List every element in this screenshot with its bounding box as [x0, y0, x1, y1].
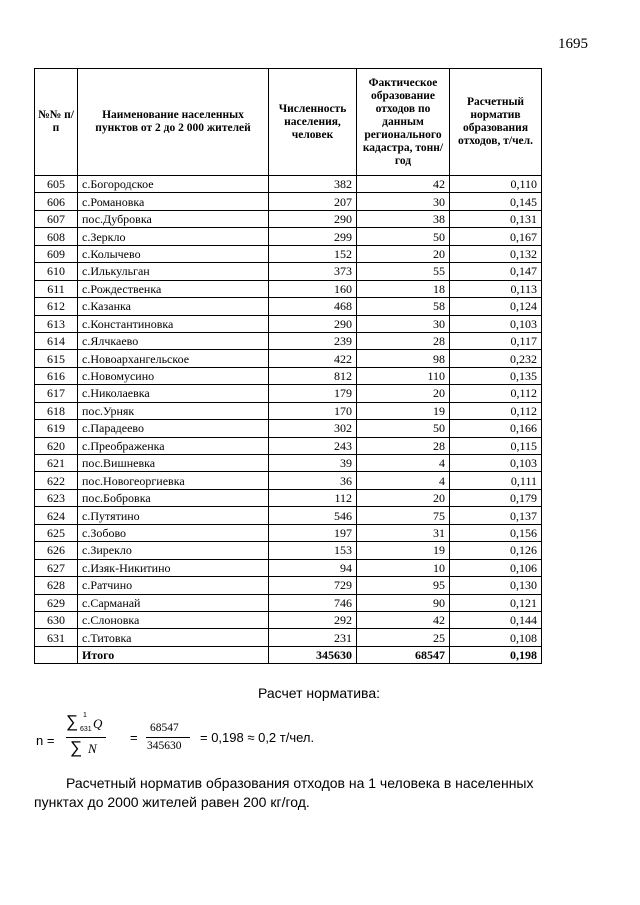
population: 729	[269, 577, 357, 594]
table-row	[35, 507, 542, 524]
population: 299	[269, 228, 357, 245]
actual-waste: 20	[357, 489, 450, 506]
population: 112	[269, 489, 357, 506]
settlement-name: пос.Урняк	[78, 402, 269, 419]
calculated-norm: 0,145	[450, 193, 542, 210]
calculated-norm: 0,110	[450, 176, 542, 193]
formula-equals: =	[130, 730, 138, 745]
actual-waste: 38	[357, 210, 450, 227]
sum-symbol-numerator: ∑	[66, 712, 79, 731]
population: 207	[269, 193, 357, 210]
actual-waste: 90	[357, 594, 450, 611]
population: 239	[269, 332, 357, 349]
calculated-norm: 0,124	[450, 298, 542, 315]
row-number: 606	[35, 193, 78, 210]
row-number: 631	[35, 629, 78, 646]
sum-symbol-denominator: ∑	[70, 738, 83, 757]
table-row	[35, 472, 542, 489]
row-number: 618	[35, 402, 78, 419]
population: 160	[269, 280, 357, 297]
population: 292	[269, 611, 357, 628]
calculated-norm: 0,106	[450, 559, 542, 576]
table-row	[35, 332, 542, 349]
total-label: Итого	[78, 646, 269, 663]
row-number: 626	[35, 542, 78, 559]
row-number: 620	[35, 437, 78, 454]
row-number: 615	[35, 350, 78, 367]
actual-waste: 98	[357, 350, 450, 367]
calculated-norm: 0,147	[450, 263, 542, 280]
norm-formula	[36, 712, 456, 766]
formula-result: = 0,198 ≈ 0,2 т/чел.	[200, 730, 315, 745]
population: 243	[269, 437, 357, 454]
table-total-row	[35, 646, 542, 663]
actual-waste: 95	[357, 577, 450, 594]
calculated-norm: 0,112	[450, 402, 542, 419]
settlement-name: с.Ратчино	[78, 577, 269, 594]
calculated-norm: 0,111	[450, 472, 542, 489]
settlement-name: с.Колычево	[78, 245, 269, 262]
actual-waste: 20	[357, 385, 450, 402]
sum-lower-limit: 631	[80, 726, 92, 733]
population: 302	[269, 420, 357, 437]
row-number: 624	[35, 507, 78, 524]
calculated-norm: 0,137	[450, 507, 542, 524]
row-number: 614	[35, 332, 78, 349]
population: 153	[269, 542, 357, 559]
calculated-norm: 0,132	[450, 245, 542, 262]
settlement-name: с.Зобово	[78, 524, 269, 541]
actual-waste: 25	[357, 629, 450, 646]
population: 231	[269, 629, 357, 646]
table-row	[35, 385, 542, 402]
table-row	[35, 524, 542, 541]
table-row	[35, 176, 542, 193]
total-norm: 0,198	[450, 646, 542, 663]
table-row	[35, 350, 542, 367]
actual-waste: 10	[357, 559, 450, 576]
total-number-cell	[35, 646, 78, 663]
table-row	[35, 315, 542, 332]
settlement-name: с.Новоархангельское	[78, 350, 269, 367]
settlement-name: с.Николаевка	[78, 385, 269, 402]
table-row	[35, 489, 542, 506]
table-row	[35, 455, 542, 472]
settlement-name: с.Новомусино	[78, 367, 269, 384]
header-settlement-name: Наименование населенных пунктов от 2 до 2 000 жителей	[78, 69, 269, 176]
actual-waste: 18	[357, 280, 450, 297]
settlement-name: с.Изяк-Никитино	[78, 559, 269, 576]
actual-waste: 4	[357, 472, 450, 489]
calculated-norm: 0,103	[450, 315, 542, 332]
actual-waste: 55	[357, 263, 450, 280]
row-number: 617	[35, 385, 78, 402]
calculated-norm: 0,117	[450, 332, 542, 349]
settlement-name: пос.Вишневка	[78, 455, 269, 472]
row-number: 630	[35, 611, 78, 628]
calculated-norm: 0,121	[450, 594, 542, 611]
population: 422	[269, 350, 357, 367]
population: 746	[269, 594, 357, 611]
population: 290	[269, 210, 357, 227]
settlement-name: пос.Дубровка	[78, 210, 269, 227]
calculated-norm: 0,126	[450, 542, 542, 559]
actual-waste: 42	[357, 176, 450, 193]
population: 94	[269, 559, 357, 576]
table-row	[35, 263, 542, 280]
calculated-norm: 0,179	[450, 489, 542, 506]
row-number: 627	[35, 559, 78, 576]
calculated-norm: 0,232	[450, 350, 542, 367]
table-row	[35, 298, 542, 315]
table-row	[35, 280, 542, 297]
row-number: 611	[35, 280, 78, 297]
population: 290	[269, 315, 357, 332]
fraction-line-numeric	[146, 737, 190, 738]
header-population: Численность населения, человек	[269, 69, 357, 176]
denominator-variable: N	[88, 741, 97, 756]
population: 546	[269, 507, 357, 524]
population: 152	[269, 245, 357, 262]
calculated-norm: 0,115	[450, 437, 542, 454]
actual-waste: 19	[357, 542, 450, 559]
calculated-norm: 0,156	[450, 524, 542, 541]
settlement-name: с.Рождественка	[78, 280, 269, 297]
settlement-name: пос.Новогеоргиевка	[78, 472, 269, 489]
actual-waste: 4	[357, 455, 450, 472]
calculated-norm: 0,108	[450, 629, 542, 646]
settlement-name: с.Парадеево	[78, 420, 269, 437]
calculated-norm: 0,112	[450, 385, 542, 402]
row-number: 605	[35, 176, 78, 193]
row-number: 609	[35, 245, 78, 262]
table-row	[35, 420, 542, 437]
calculated-norm: 0,131	[450, 210, 542, 227]
table-row	[35, 629, 542, 646]
row-number: 623	[35, 489, 78, 506]
total-population: 345630	[269, 646, 357, 663]
page-number: 1695	[558, 36, 588, 52]
calculated-norm: 0,144	[450, 611, 542, 628]
row-number: 610	[35, 263, 78, 280]
table-row	[35, 402, 542, 419]
settlement-name: с.Сарманай	[78, 594, 269, 611]
actual-waste: 50	[357, 420, 450, 437]
actual-waste: 28	[357, 332, 450, 349]
row-number: 612	[35, 298, 78, 315]
actual-waste: 110	[357, 367, 450, 384]
actual-waste: 30	[357, 315, 450, 332]
row-number: 621	[35, 455, 78, 472]
actual-waste: 58	[357, 298, 450, 315]
calculated-norm: 0,135	[450, 367, 542, 384]
row-number: 625	[35, 524, 78, 541]
row-number: 619	[35, 420, 78, 437]
numerator-variable: Q	[93, 716, 103, 731]
actual-waste: 19	[357, 402, 450, 419]
row-number: 628	[35, 577, 78, 594]
table-row	[35, 437, 542, 454]
settlement-name: с.Константиновка	[78, 315, 269, 332]
calculated-norm: 0,167	[450, 228, 542, 245]
population: 197	[269, 524, 357, 541]
row-number: 616	[35, 367, 78, 384]
numerator-value: 68547	[150, 722, 179, 734]
actual-waste: 20	[357, 245, 450, 262]
population: 373	[269, 263, 357, 280]
table-row	[35, 577, 542, 594]
table-row	[35, 611, 542, 628]
actual-waste: 31	[357, 524, 450, 541]
settlement-name: пос.Бобровка	[78, 489, 269, 506]
actual-waste: 28	[357, 437, 450, 454]
population: 179	[269, 385, 357, 402]
table-row	[35, 542, 542, 559]
population: 39	[269, 455, 357, 472]
actual-waste: 42	[357, 611, 450, 628]
calculated-norm: 0,113	[450, 280, 542, 297]
row-number: 607	[35, 210, 78, 227]
table-row	[35, 210, 542, 227]
settlement-name: с.Слоновка	[78, 611, 269, 628]
table-row	[35, 193, 542, 210]
population: 36	[269, 472, 357, 489]
settlement-name: с.Зирекло	[78, 542, 269, 559]
settlement-name: с.Богородское	[78, 176, 269, 193]
settlement-name: с.Преображенка	[78, 437, 269, 454]
denominator-value: 345630	[147, 740, 182, 752]
population: 170	[269, 402, 357, 419]
total-actual-waste: 68547	[357, 646, 450, 663]
header-calculated-norm: Расчетный норматив образования отходов, т/чел.	[450, 69, 542, 176]
header-number: №№ п/п	[35, 69, 78, 176]
row-number: 613	[35, 315, 78, 332]
calculated-norm: 0,103	[450, 455, 542, 472]
settlement-name: с.Титовка	[78, 629, 269, 646]
settlement-name: с.Казанка	[78, 298, 269, 315]
row-number: 629	[35, 594, 78, 611]
settlement-name: с.Романовка	[78, 193, 269, 210]
table-header-row	[35, 69, 542, 176]
population: 468	[269, 298, 357, 315]
table-row	[35, 594, 542, 611]
population: 812	[269, 367, 357, 384]
settlement-name: с.Ялчкаево	[78, 332, 269, 349]
settlement-name: с.Путятино	[78, 507, 269, 524]
waste-norm-table	[34, 68, 542, 664]
actual-waste: 30	[357, 193, 450, 210]
table-row	[35, 228, 542, 245]
header-actual-waste: Фактическое образование отходов по данным регионального кадастра, тонн/год	[357, 69, 450, 176]
calculated-norm: 0,130	[450, 577, 542, 594]
sum-upper-limit: 1	[83, 712, 87, 719]
conclusion-text: Расчетный норматив образования отходов на 1 человека в населенных пунктах до 2000 жителей равен 200 кг/год.	[34, 775, 534, 810]
settlement-name: с.Зеркло	[78, 228, 269, 245]
actual-waste: 75	[357, 507, 450, 524]
calculation-title: Расчет норматива:	[258, 685, 381, 701]
row-number: 622	[35, 472, 78, 489]
table-row	[35, 559, 542, 576]
formula-lhs: n =	[36, 733, 55, 748]
table-row	[35, 245, 542, 262]
settlement-name: с.Илькульган	[78, 263, 269, 280]
calculated-norm: 0,166	[450, 420, 542, 437]
row-number: 608	[35, 228, 78, 245]
actual-waste: 50	[357, 228, 450, 245]
population: 382	[269, 176, 357, 193]
table-row	[35, 367, 542, 384]
